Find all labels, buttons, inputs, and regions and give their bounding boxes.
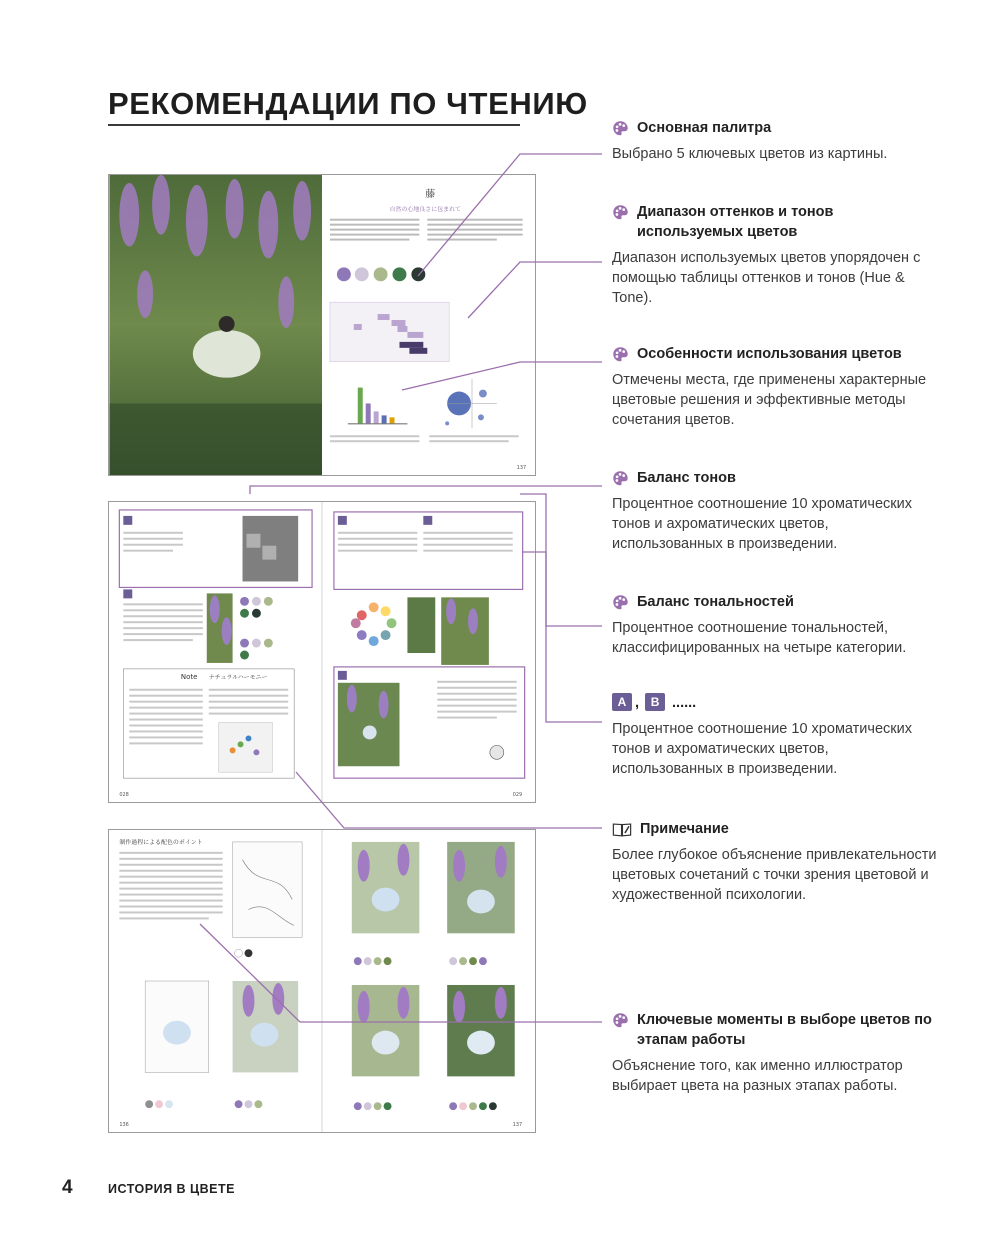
running-title: ИСТОРИЯ В ЦВЕТЕ [108,1182,235,1196]
page-number: 4 [62,1177,73,1198]
sample-spread-3 [108,829,536,1133]
callout-title: Ключевые моменты в выборе цветов по этапам работы [637,1012,932,1048]
badge-b: B [645,693,665,711]
callout-hue-tone [612,202,942,308]
callout-tonality-balance [612,592,942,658]
s2-folio-left: 028 [119,792,129,799]
callout-main-palette [612,118,942,164]
s3-folio-right: 137 [512,1122,523,1129]
callout-tone-balance [612,468,942,554]
sample-spread-1 [108,174,536,476]
palette-icon [612,594,629,611]
callout-title: Баланс тонов [637,470,736,486]
title-rule [108,124,520,126]
callout-key-moments [612,1010,942,1096]
callout-title: Баланс тональностей [637,594,794,610]
s2-note-title: Note [180,672,198,681]
palette-icon [612,470,629,487]
s1-subheading: 自然の心地良さに包まれて [389,205,461,213]
s2-note-subtitle: ナチュラルハーモニー [208,673,268,681]
s3-sketch-step [233,842,303,937]
s1-folio: 137 [516,465,527,472]
palette-icon [612,204,629,221]
palette-icon [612,1012,629,1029]
s3-heading: 制作過程による配色のポイント [119,838,203,846]
callout-text: Процентное соотношение 10 хроматических тонов и ахроматических цветов, использованных в произведении. [612,721,912,777]
palette-icon [612,346,629,363]
callout-note [612,819,942,905]
s3-folio-left: 136 [119,1122,129,1129]
callout-text: Процентное соотношение 10 хроматических тонов и ахроматических цветов, использованных в произведении. [612,496,912,552]
badge-a: A [612,693,632,711]
sample-spread-2 [108,501,536,803]
ellipsis: ...... [672,695,697,711]
callout-title: Примечание [640,821,729,837]
badge-separator: , [635,695,640,711]
callout-text: Диапазон используемых цветов упорядочен с помощью таблицы оттенков и тонов (Hue & Tone). [612,250,921,306]
s2-palette-a [240,597,273,660]
page-title: РЕКОМЕНДАЦИИ ПО ЧТЕНИЮ [108,86,588,121]
s2-hue-ring [351,602,397,646]
spread-2-art [109,502,535,802]
s1-heading: 藤 [425,188,436,200]
s1-hue-tone-table [330,302,449,362]
figure-dress [193,330,261,378]
callout-text: Отмечены места, где применены характерные цветовые решения и эффективные методы сочетания цветов. [612,372,927,428]
s2-folio-right: 029 [512,792,523,799]
palette-icon [612,120,629,137]
callout-title: Особенности использования цветов [637,346,902,362]
open-book-icon [612,821,632,838]
callout-ab [612,693,942,779]
callout-text: Объяснение того, как именно иллюстратор выбирает цвета на разных этапах работы. [612,1058,903,1094]
spread-1-art [109,175,535,475]
callout-text: Более глубокое объяснение привлекательности цветовых сочетаний с точки зрения цветовой и художественной психологии. [612,847,937,903]
callout-title: Основная палитра [637,120,772,136]
spread-3-art [109,830,535,1132]
callout-text: Процентное соотношение тональностей, классифицированных на четыре категории. [612,620,907,656]
callout-title: Диапазон оттенков и тонов используемых цветов [637,204,834,240]
callout-color-features [612,344,942,430]
callout-text: Выбрано 5 ключевых цветов из картины. [612,146,888,162]
